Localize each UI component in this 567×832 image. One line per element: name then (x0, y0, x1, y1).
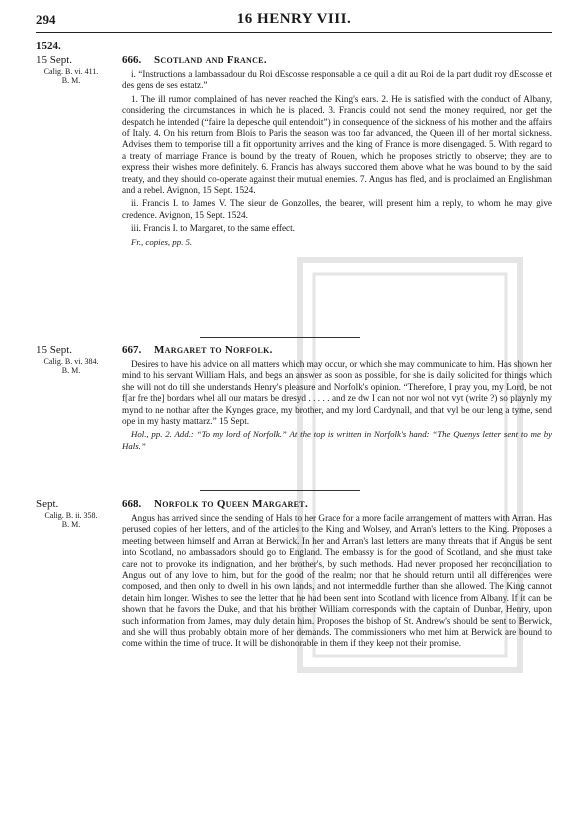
entry-paragraph: iii. Francis I. to Margaret, to the same effect. (131, 223, 295, 234)
entry-date: 15 Sept. (36, 54, 73, 66)
entry-paragraph: Angus has arrived since the sending of Hals to her Grace for a more facile arrangement of matters with Arran. Has perused copies of her letters, and of the articles to the King and Wolsey, and Arran's letters to the King. Proposes a meeting between himself and Arran at Berwick. In her and Arran's last letters are many threats that if Angus be sent into Scotland, no ambassadors should go to England. The embassy is for the good of Scotland, and she must take care not to provoke its indignation, and her brother's, by such methods. Had never proposed her reconciliation to Angus out of any love to him, but for the good of the realm; nor that he should return until all differences were composed, and then only to dwell in his own lands, and not intermeddle further than she allowed. The King cannot detain him longer. Wishes to see the letter that he had been sent into Scotland with licence from Albany. If it can be shown that he favors the Duke, and that his brother William corresponds with the captain of Dunbar, Henry, upon such information from James, may duly detain him. Proposes the bishop of St. Andrew's should be sent to Berwick, and she will thus probably obtain more of her demands. The commissioners who met him at Berwick are bound to come within the time of truce. It will be dishonorable in them if they keep not their promise. (122, 513, 552, 649)
entry-date: 15 Sept. (36, 344, 73, 356)
entry-year: 1524. (36, 40, 61, 52)
page-number: 294 (36, 12, 56, 27)
section-divider (200, 337, 360, 338)
entry-date: Sept. (36, 498, 59, 510)
entry-repository: B. M. (61, 366, 81, 375)
entry-body (122, 344, 552, 454)
entry-number: 667. (122, 344, 142, 356)
entry-title: Scotland and France. (154, 54, 267, 66)
entry-margin (36, 344, 106, 376)
entry-repository: B. M. (61, 76, 81, 85)
entry-repository: B. M. (61, 520, 81, 529)
entry-paragraph: Desires to have his advice on all matters which may occur, or which she may communicate to him. Has shown her mind to his servant William Hals, and begs an answer as soon as possible, for she is daily solicited for things which she will not do till she understands Henry's pleasure and Norfolk's opinion. “Therefore, I pray you, my Lord, be not f[ar fre the] bordars whel all our matars be dresyd . . . . . and ze dw I can not nor wol not vyt (write ?) so playnly my mynd to ne nothar after the Kynges grace, my brother, and my lord Cardynall, and that vyl be our leng a tyme, send ope in my hasty mattarz.” 15 Sept. (122, 359, 552, 427)
entry-paragraph: ii. Francis I. to James V. The sieur de Gonzolles, the bearer, will present him a reply, to whom he may give credence. Avignon, 15 Sept. 1524. (122, 198, 552, 220)
entry-manuscript-ref: Calig. B. ii. 358. (44, 511, 98, 520)
running-head: 16 HENRY VIII. (236, 11, 352, 27)
section-divider (200, 490, 360, 491)
entry-margin (36, 40, 106, 86)
entry-body (122, 54, 552, 250)
entry-title: Norfolk to Queen Margaret. (154, 498, 308, 510)
entry-paragraph: 1. The ill rumor complained of has never reached the King's ears. 2. He is satisfied with the conduct of Albany, considering the circumstances in which he is placed. 3. Francis could not send the money required, nor get the despatch he intended (“faire la depesche quil entendoit”) in consequence of the sickness of his mother and the affairs of Italy. 4. On his return from Blois to Paris the season was too far advanced, the Queen ill of her mortal sickness. Advises them to temporise till a fit opportunity arrives and the king of France is more disengaged. 5. With regard to a treaty of marriage France is bound by the treaty of Rouen, which he proposes strictly to observe; they are to express their wishes more definitely. 6. Francis has always succored them above what he was bound to by the said treaty, and they should co-operate against their mutual enemies. 7. Angus has fled, and is proclaimed an Englishman and a rebel. Avignon, 15 Sept. 1524. (122, 93, 552, 196)
entry-heading (122, 54, 552, 66)
entry-heading (122, 344, 552, 356)
entry-number: 666. (122, 54, 142, 66)
entry-margin (36, 498, 106, 530)
entry-manuscript-ref: Calig. B. vi. 384. (43, 357, 99, 366)
page-header (36, 10, 552, 33)
entry-title: Margaret to Norfolk. (154, 344, 273, 356)
entry-manuscript-ref: Calig. B. vi. 411. (43, 67, 99, 76)
entry-source-note: Hol., pp. 2. Add.: “To my lord of Norfolk.” At the top is written in Norfolk's hand: “The Quenys letter sent to me by Hals.” (122, 429, 552, 451)
entry-source-note: Fr., copies, pp. 5. (131, 236, 193, 247)
entry-paragraph: i. “Instructions a lambassadour du Roi dEscosse responsable a ce quil a dit au Roi de la part dudit roy dEscosse et des gens de ses estatz.” (122, 69, 552, 91)
entry-number: 668. (122, 498, 142, 510)
entry-body (122, 498, 552, 652)
entry-heading (122, 498, 552, 510)
